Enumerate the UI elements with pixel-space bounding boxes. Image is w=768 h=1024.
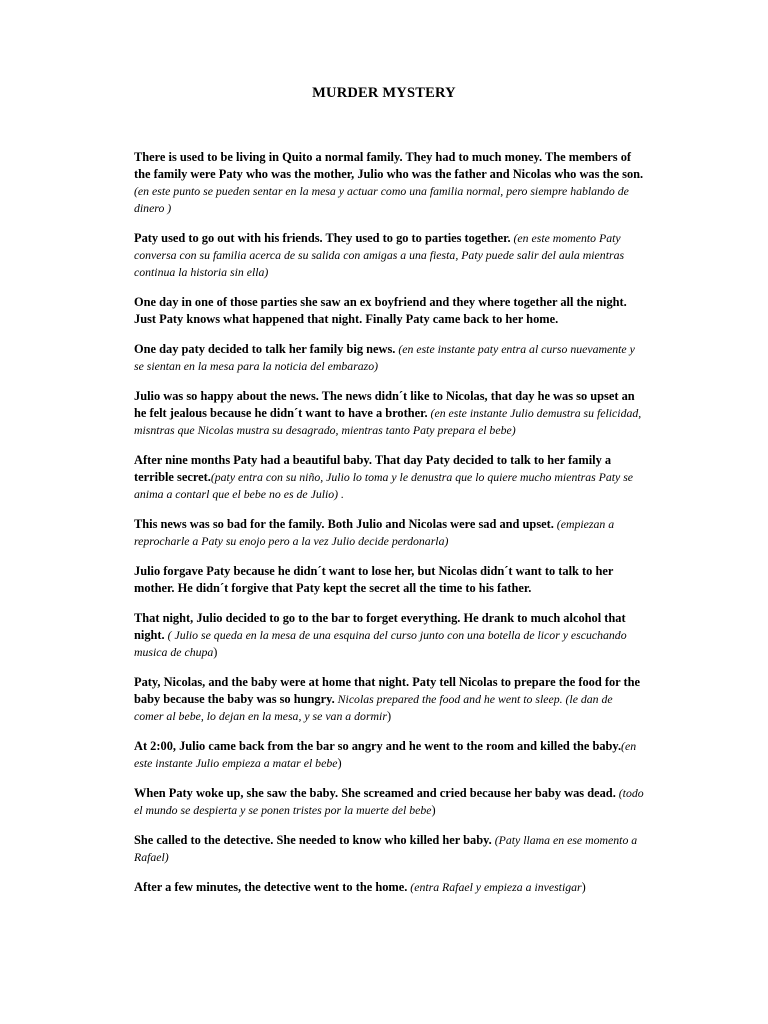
document-body	[134, 149, 644, 909]
narration-text: One day paty decided to talk her family big news.	[134, 342, 396, 356]
stage-direction-text: Nicolas prepared the food and he went to sleep. (le dan de comer al bebe, lo dejan en la mesa, y se van a dormir	[134, 692, 613, 723]
narration-text: One day in one of those parties she saw an ex boyfriend and they where together all the night. Just Paty knows what happened that night. Finally Paty came back to her home.	[134, 295, 627, 326]
story-paragraph	[134, 563, 644, 597]
stage-direction-text: (en este punto se pueden sentar en la mesa y actuar como una familia normal, pero siempre hablando de dinero )	[134, 184, 629, 215]
stage-direction-text: ( Julio se queda en la mesa de una esquina del curso junto con una botella de licor y escuchando musica de chupa	[134, 628, 627, 659]
narration-text: That night, Julio decided to go to the bar to forget everything. He drank to much alcohol that night.	[134, 611, 626, 642]
closing-parenthesis: )	[431, 803, 436, 817]
stage-direction-text: (todo el mundo se despierta y se ponen tristes por la muerte del bebe	[134, 786, 644, 817]
story-paragraph	[134, 294, 644, 328]
stage-direction-text: (en este instante Julio empieza a matar el bebe	[134, 739, 637, 770]
story-paragraph	[134, 610, 644, 661]
narration-text: Paty used to go out with his friends. They used to go to parties together.	[134, 231, 511, 245]
narration-text: At 2:00, Julio came back from the bar so angry and he went to the room and killed the baby.	[134, 739, 622, 753]
closing-parenthesis: )	[386, 709, 392, 723]
narration-text: Julio was so happy about the news. The news didn´t like to Nicolas, that day he was so upset an he felt jealous because he didn´t want to have a brother.	[134, 389, 635, 420]
stage-direction-text: (en este momento Paty conversa con su familia acerca de su salida con amigas a una fiesta, Paty puede salir del aula mientras continua la historia sin ella)	[134, 231, 625, 279]
narration-text: Julio forgave Paty because he didn´t want to lose her, but Nicolas didn´t want to talk to her mother. He didn´t forgive that Paty kept the secret all the time to his father.	[134, 564, 614, 595]
narration-text: After a few minutes, the detective went to the home.	[134, 880, 408, 894]
stage-direction-text: (en este instante paty entra al curso nuevamente y se sientan en la mesa para la noticia del embarazo)	[134, 342, 635, 373]
narration-text: There is used to be living in Quito a normal family. They had to much money. The members of the family were Paty who was the mother, Julio who was the father and Nicolas who was the son.	[134, 150, 644, 181]
story-paragraph	[134, 516, 644, 550]
stage-direction-text: (en este instante Julio demustra su felicidad, misntras que Nicolas mustra su desagrado, mientras tanto Paty prepara el bebe)	[134, 406, 642, 437]
story-paragraph	[134, 230, 644, 281]
narration-text: When Paty woke up, she saw the baby. She screamed and cried because her baby was dead.	[134, 786, 616, 800]
story-paragraph	[134, 879, 644, 896]
stage-direction-text: (entra Rafael y empieza a investigar	[407, 880, 582, 894]
stage-direction-text: (paty entra con su niño, Julio lo toma y le denustra que lo quiere mucho mientras Paty se anima a contarl que el bebe no es de Julio) .	[134, 470, 634, 501]
narration-text: Paty, Nicolas, and the baby were at home that night. Paty tell Nicolas to prepare the food for the baby because the baby was so hungry.	[134, 675, 641, 706]
narration-text: This news was so bad for the family. Both Julio and Nicolas were sad and upset.	[134, 517, 554, 531]
story-paragraph	[134, 785, 644, 819]
stage-direction-text: (Paty llama en ese momento a Rafael)	[134, 833, 638, 864]
story-paragraph	[134, 674, 644, 725]
closing-parenthesis: )	[581, 880, 586, 894]
story-paragraph	[134, 341, 644, 375]
narration-text: She called to the detective. She needed to know who killed her baby.	[134, 833, 492, 847]
story-paragraph	[134, 149, 644, 217]
stage-direction-text: (empiezan a reprocharle a Paty su enojo pero a la vez Julio decide perdonarla)	[134, 517, 615, 548]
closing-parenthesis: )	[213, 645, 218, 659]
page-title: MURDER MYSTERY	[312, 85, 456, 101]
story-paragraph	[134, 738, 644, 772]
story-paragraph	[134, 452, 644, 503]
story-paragraph	[134, 388, 644, 439]
narration-text: After nine months Paty had a beautiful baby. That day Paty decided to talk to her family a terrible secret.	[134, 453, 612, 484]
closing-parenthesis: )	[337, 756, 342, 770]
story-paragraph	[134, 832, 644, 866]
